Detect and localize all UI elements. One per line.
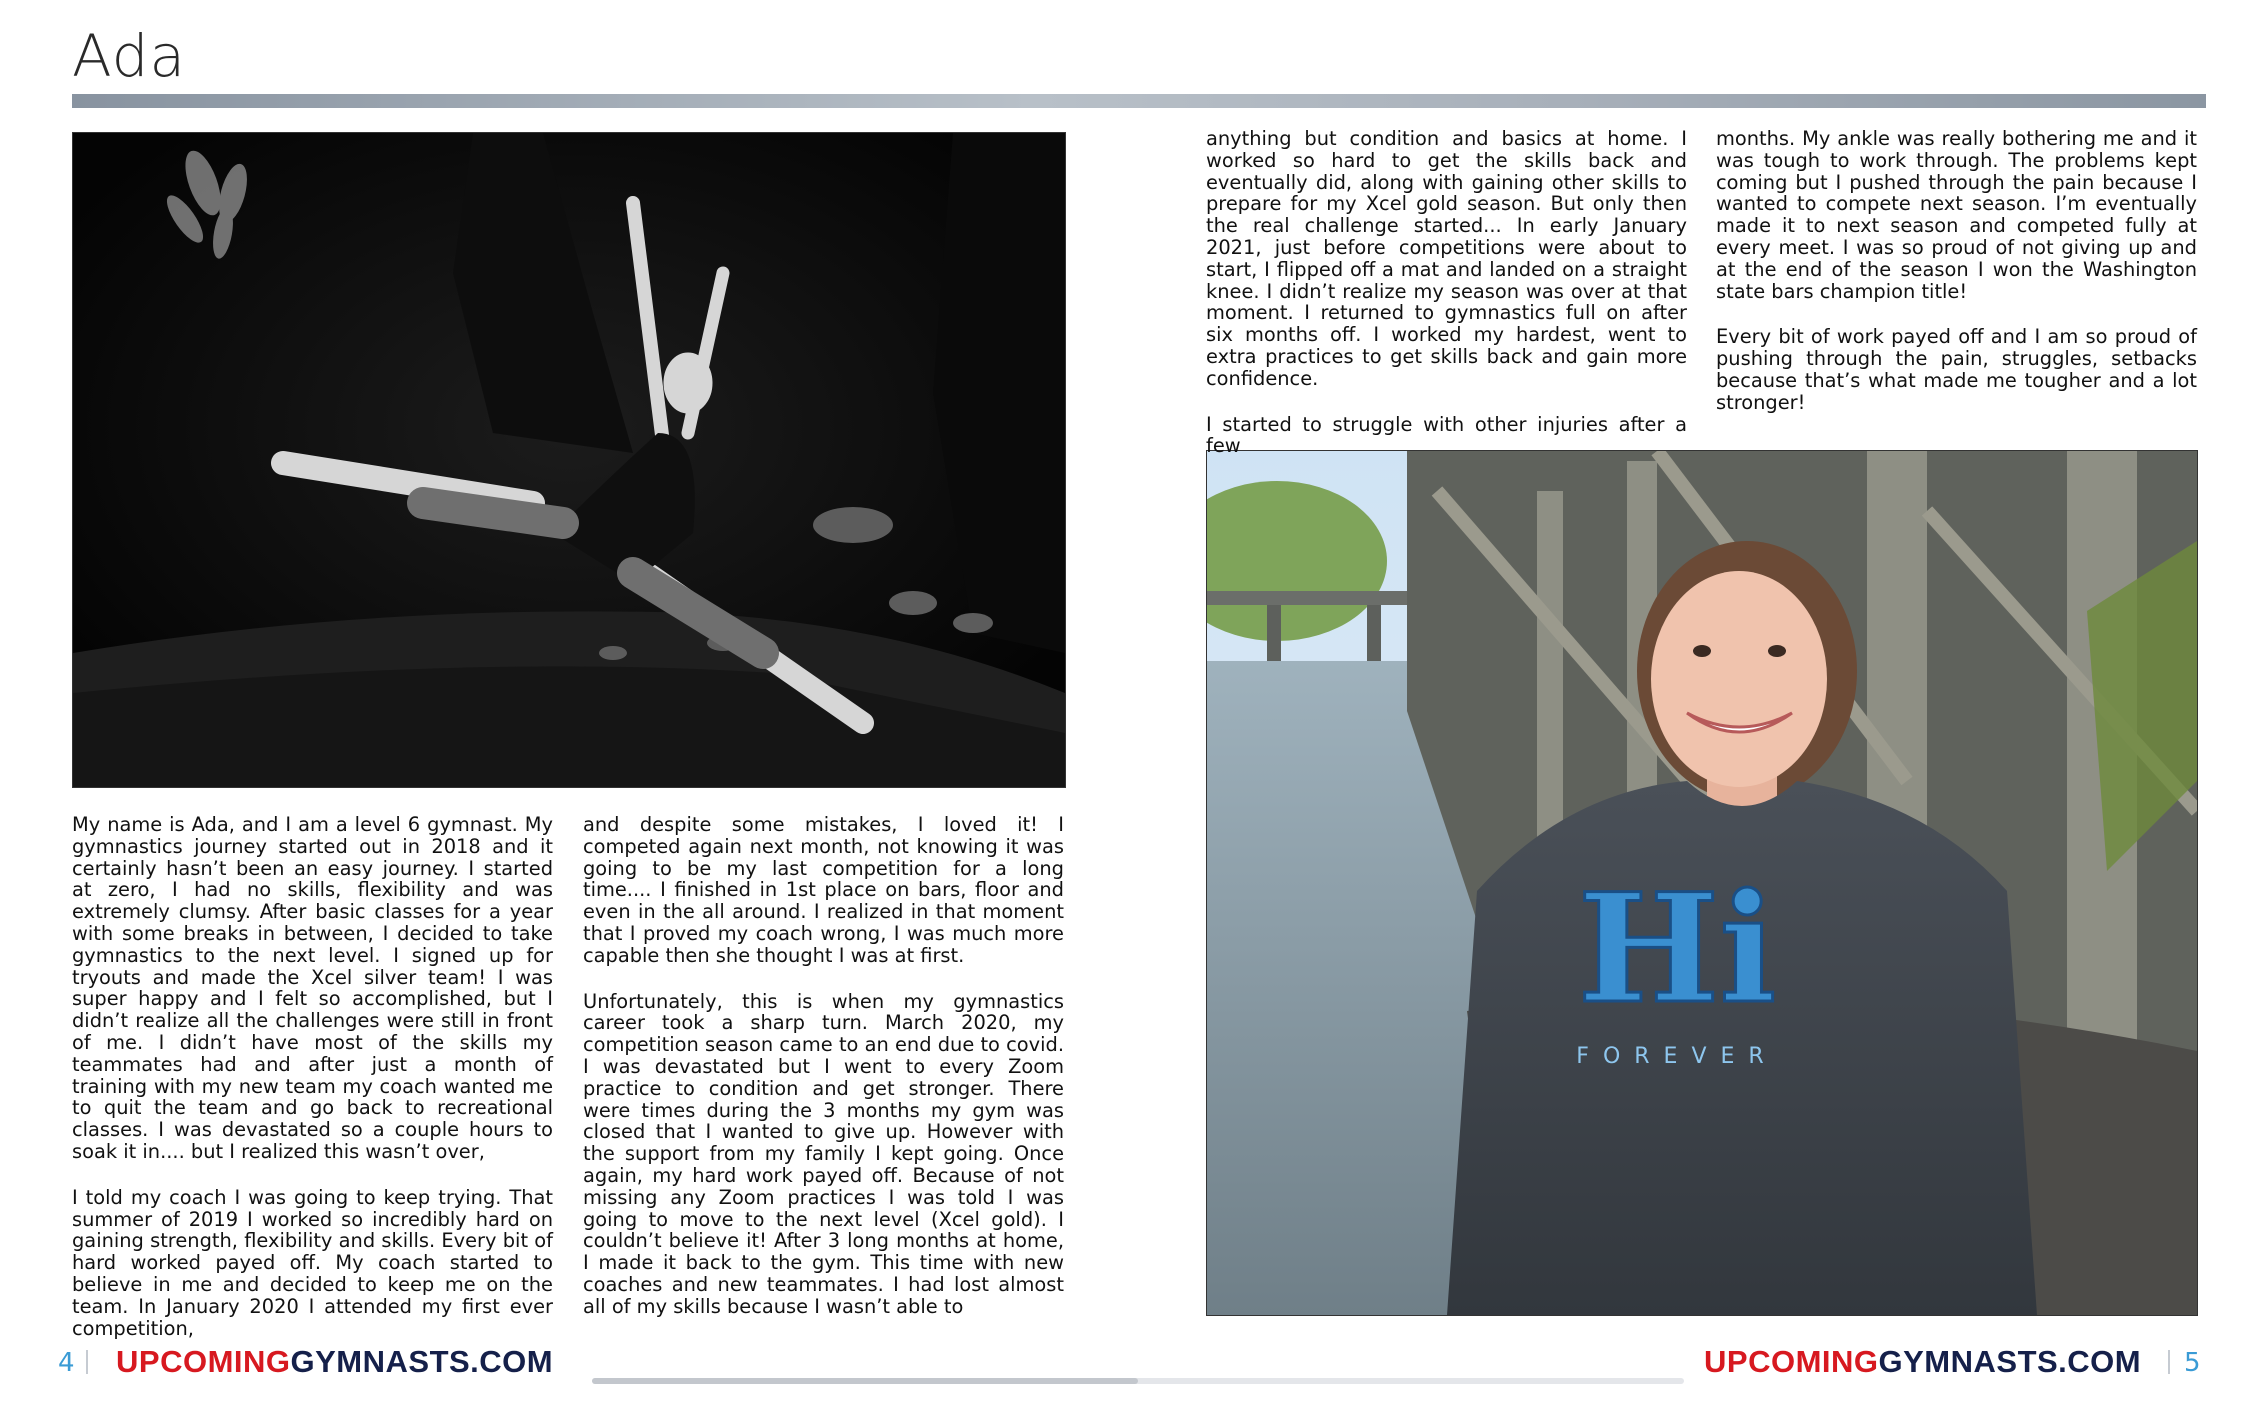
- left-page-column-1: [72, 814, 553, 1363]
- gymnast-leap-photo: [72, 132, 1066, 788]
- right-page-number: 5: [2184, 1348, 2201, 1378]
- gymnast-portrait-photo: [1206, 450, 2198, 1316]
- brand-red-text: UPCOMING: [116, 1344, 291, 1379]
- paragraph: months. My ankle was really bothering me and it was tough to work through. The problems kept coming but I pushed through the pain because I wanted to compete next season. I’m eventually made it to next season and competed fully at every meet. I was so proud of not giving up and at the end of the season I won the Washington state bars champion title!: [1716, 127, 2197, 303]
- brand-navy-text: GYMNASTS.COM: [290, 1344, 554, 1379]
- brand-navy-text: GYMNASTS.COM: [1878, 1344, 2142, 1379]
- right-page-column-1: [1206, 128, 1687, 481]
- paragraph: I started to struggle with other injuries after a few: [1206, 412, 1687, 458]
- paragraph: and despite some mistakes, I loved it! I competed again next month, not knowing it was going to be my last competition for a long time.... I finished in 1st place on bars, floor and even in the all around. I realized in that moment that I proved my coach wrong, I was much more capable then she thought I was at first.: [583, 813, 1064, 967]
- right-footer-brand[interactable]: [1704, 1344, 2141, 1380]
- paragraph: anything but condition and basics at home. I worked so hard to get the skills back and eventually did, along with gaining other skills to prepare for my Xcel gold season. But only then the real challenge started... In early January 2021, just before competitions were about to start, I flipped off a mat and landed on a straight knee. I didn’t realize my season was over at that moment. I returned to gymnastics full on after six months off. I worked my hardest, went to extra practices to get skills back and gain more confidence.: [1206, 127, 1687, 390]
- scrollbar-thumb[interactable]: [592, 1378, 1138, 1384]
- paragraph: Unfortunately, this is when my gymnastics career took a sharp turn. March 2020, my competition season came to an end due to covid. I was devastated but I went to every Zoom practice to condition and get stronger. There were times during the 3 months my gym was closed that I wanted to give up. However with the support from my family I kept going. Once again, my hard work payed off. Because of not missing any Zoom practices I was told I was going to move to the next level (Xcel gold). I couldn’t believe it! After 3 long months at home, I made it back to the gym. This time with new coaches and new teammates. I had lost almost all of my skills because I wasn’t able to: [583, 989, 1064, 1318]
- shirt-logo-subtext: FOREVER: [1576, 1044, 1778, 1069]
- paragraph: My name is Ada, and I am a level 6 gymnast. My gymnastics journey started out in 2018 and it certainly hasn’t been an easy journey. I started at zero, I had no skills, flexibility and was extremely clumsy. After basic classes for a year with some breaks in between, I decided to take gymnastics to the next level. I signed up for tryouts and made the Xcel silver team! I was super happy and I felt so accomplished, but I didn’t realize all the challenges were still in front of me. I didn’t have most of the skills my teammates had and after just a month of training with my new team my coach wanted me to quit the team and go back to recreational classes. I was devastated so a couple hours to soak it in.... but I realized this wasn’t over,: [72, 813, 553, 1163]
- paragraph: I told my coach I was going to keep trying. That summer of 2019 I worked so incredibly hard on gaining strength, flexibility and skills. Every bit of hard worked payed off. My coach started to believe in me and decided to keep me on the team. In January 2020 I attended my first ever competition,: [72, 1185, 553, 1340]
- right-page-column-2: [1716, 128, 2197, 438]
- brand-red-text: UPCOMING: [1704, 1344, 1879, 1379]
- title-rule: [72, 94, 2206, 108]
- shirt-logo-text: Hi: [1577, 861, 1777, 1037]
- horizontal-scrollbar[interactable]: [592, 1378, 1684, 1384]
- left-footer-brand[interactable]: [116, 1344, 553, 1380]
- right-footer-divider: [2168, 1350, 2170, 1374]
- left-page-number: 4: [58, 1348, 75, 1378]
- left-footer-divider: [86, 1350, 88, 1374]
- paragraph: Every bit of work payed off and I am so proud of pushing through the pain, struggles, setbacks because that’s what made me tougher and a lot stronger!: [1716, 325, 2197, 414]
- gymnast-portrait-image: [1207, 451, 2197, 1315]
- page-title: Ada: [72, 22, 187, 90]
- left-page-column-2: [583, 814, 1064, 1342]
- gymnast-leap-image: [73, 133, 1065, 787]
